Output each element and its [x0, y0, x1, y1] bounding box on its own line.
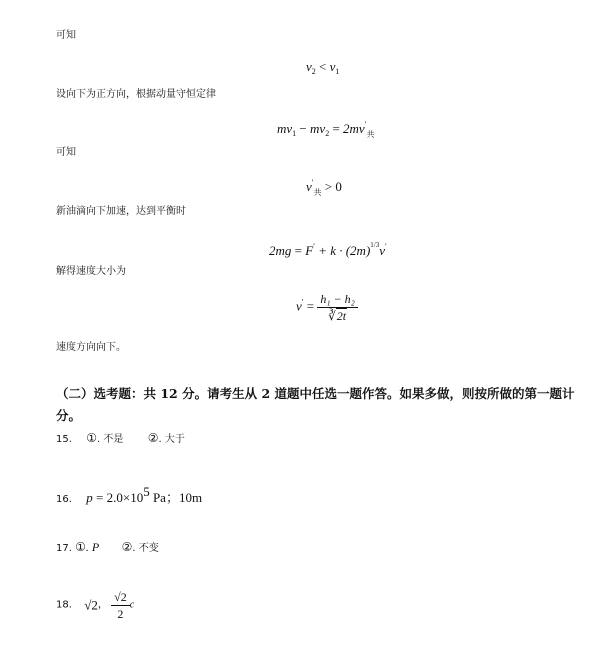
- eq5-cube-root: ∛: [328, 309, 336, 323]
- eq3-sup-a: ′: [311, 178, 314, 187]
- q17-number: 17.: [56, 543, 72, 554]
- q15-circle-2: ②: [147, 431, 159, 445]
- answer-17: [56, 538, 159, 558]
- equation-common-velocity: [306, 175, 342, 201]
- eq1-sub-b: 1: [335, 67, 340, 76]
- eq2-equals: =: [329, 121, 344, 136]
- eq1-term-a: v: [306, 59, 312, 74]
- text-line-2: 设向下为正方向，根据动量守恒定律: [56, 89, 216, 100]
- q18-number: 18.: [56, 599, 72, 611]
- text-line-5: 解得速度大小为: [56, 266, 126, 277]
- eq2-sub-2: 2: [325, 129, 330, 138]
- q17-circle-1: ①: [75, 540, 86, 554]
- answer-18: [56, 590, 134, 621]
- section-heading: （二）选考题：共 12 分。请考生从 2 道题中任选一题作答。如果多做，则按所做的第一题计分。: [56, 386, 575, 423]
- eq5-den-value: 2t: [336, 309, 347, 323]
- eq2-sub-1: 1: [292, 129, 297, 138]
- eq2-term-1: mv: [277, 121, 293, 136]
- text-line-3: 可知: [56, 147, 76, 158]
- q15-answer-2: . 大于: [158, 434, 185, 445]
- eq4-exponent: 1/3: [370, 241, 380, 249]
- text-line-4: 新油滴向下加速，达到平衡时: [56, 206, 186, 217]
- equation-speed-result: [296, 292, 358, 323]
- equation-velocity-compare: [306, 59, 339, 80]
- eq5-left-sup: ′: [301, 297, 304, 307]
- q15-answer-1: . 不是: [97, 434, 124, 445]
- eq5-fraction: [317, 292, 357, 323]
- eq4-force-sup: ′: [313, 242, 315, 251]
- q16-pressure-symbol: p: [86, 490, 93, 505]
- q18-denominator: 2: [117, 607, 124, 621]
- eq5-denominator: [317, 308, 357, 323]
- eq1-op: <: [315, 59, 330, 74]
- eq4-plus-term: + k · (2m): [314, 243, 371, 258]
- q18-root: √2: [84, 597, 98, 613]
- eq4-left: 2mg: [269, 243, 292, 258]
- eq1-term-b: v: [329, 59, 336, 74]
- eq1-sub-a: 2: [311, 67, 316, 76]
- eq5-numerator: h₁ − h₂: [317, 292, 357, 308]
- eq4-velocity-sup: ′: [385, 242, 387, 251]
- q16-exponent: 5: [143, 484, 150, 499]
- eq2-minus: −: [296, 121, 311, 136]
- text-line-6: 速度方向向下。: [56, 342, 126, 353]
- eq3-term-a: v: [306, 179, 312, 194]
- eq4-velocity: v: [379, 243, 386, 258]
- eq5-equals: =: [303, 298, 318, 314]
- eq4-equals: =: [291, 243, 306, 258]
- eq5-left: v: [296, 298, 302, 314]
- text-line-1: 可知: [56, 30, 76, 41]
- q15-circle-1: ①: [86, 431, 98, 445]
- eq4-force: F: [305, 243, 314, 258]
- q18-separator: ，: [97, 599, 108, 611]
- q16-expression: = 2.0×10: [92, 490, 144, 505]
- eq3-sub-a: 共: [313, 188, 322, 197]
- q15-number: 15.: [56, 434, 72, 445]
- eq2-term-3: 2mv: [343, 121, 365, 136]
- q17-answer-2: . 不变: [132, 543, 159, 554]
- q17-answer-1: . P: [85, 540, 100, 554]
- eq2-sup-3: ′: [364, 120, 367, 129]
- q16-number: 16.: [56, 494, 72, 505]
- q16-unit: Pa；10m: [149, 490, 203, 505]
- eq2-term-2: mv: [310, 121, 326, 136]
- q18-numerator: √2: [111, 590, 130, 606]
- q18-fraction: [111, 590, 130, 621]
- q18-light-speed: c: [129, 599, 135, 611]
- answer-15: [56, 429, 185, 449]
- answer-16: [56, 483, 202, 509]
- q17-circle-2: ②: [121, 540, 133, 554]
- equation-equilibrium: [269, 237, 387, 259]
- eq3-rest: > 0: [321, 179, 342, 194]
- equation-momentum: [277, 117, 374, 143]
- eq2-sub-3: 共: [366, 130, 375, 139]
